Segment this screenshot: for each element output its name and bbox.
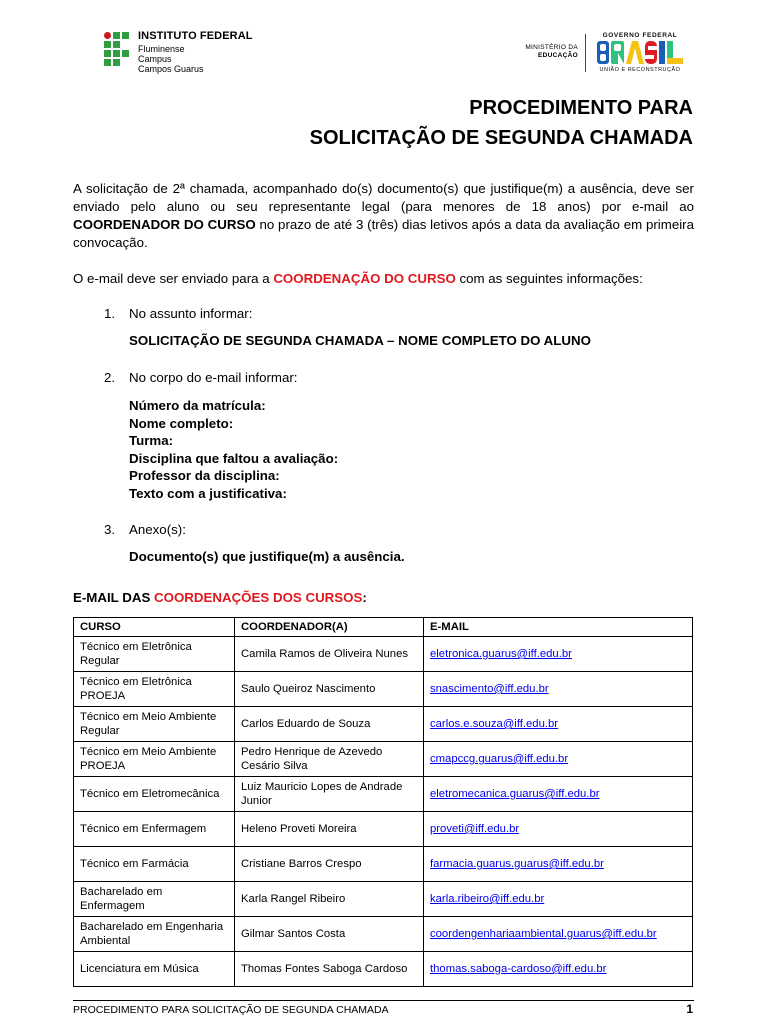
intro-text-start: A solicitação de 2ª chamada, acompanhado do(s) documento(s) que justifique(m) a ausência, deve ser enviado pelo aluno ou seu representante legal (para menores de 18 anos) por e-mail ao [73, 181, 694, 214]
table-row [74, 672, 693, 707]
email-cell [424, 952, 693, 987]
step-1-number: 1. [104, 306, 116, 321]
coordinator-cell: Cristiane Barros Crespo [235, 847, 424, 882]
coordinator-cell: Carlos Eduardo de Souza [235, 707, 424, 742]
email-cell [424, 707, 693, 742]
intro-paragraph [73, 180, 694, 252]
email-link[interactable]: snascimento@iff.edu.br [430, 683, 549, 695]
course-cell: Técnico em Meio Ambiente PROEJA [74, 742, 235, 777]
page-number: 1 [686, 1002, 693, 1016]
step-2-number: 2. [104, 370, 116, 385]
government-top-label: GOVERNO FEDERAL [602, 32, 678, 39]
ministry-label [516, 44, 578, 60]
course-cell: Técnico em Enfermagem [74, 812, 235, 847]
government-bottom-label: UNIÃO E RECONSTRUÇÃO [599, 67, 681, 73]
coordinators-table [73, 617, 693, 987]
institute-line-fluminense: Fluminense [138, 44, 185, 54]
table-row [74, 917, 693, 952]
institute-logo-icon [104, 32, 130, 70]
table-row [74, 882, 693, 917]
table-row [74, 777, 693, 812]
course-cell: Técnico em Farmácia [74, 847, 235, 882]
course-cell: Técnico em Meio Ambiente Regular [74, 707, 235, 742]
government-logo [594, 32, 686, 76]
table-header-row [74, 618, 693, 637]
institute-logo [104, 30, 304, 74]
document-title [193, 93, 693, 153]
email-instruction-start: O e-mail deve ser enviado para a [73, 271, 274, 286]
intro-text-end: no prazo de até 3 (três) dias letivos após a data da avaliação em primeira convocação. [73, 217, 694, 250]
table-row [74, 812, 693, 847]
institute-line-campus: Campus [138, 54, 172, 64]
email-cell [424, 882, 693, 917]
email-link[interactable]: eletronica.guarus@iff.edu.br [430, 648, 572, 660]
coordinator-cell: Camila Ramos de Oliveira Nunes [235, 637, 424, 672]
step-2-label: No corpo do e-mail informar: [129, 370, 298, 385]
header-course: CURSO [74, 618, 235, 637]
ministry-line-2: EDUCAÇÃO [538, 52, 578, 59]
course-cell: Técnico em Eletromecânica [74, 777, 235, 812]
table-row [74, 847, 693, 882]
footer-divider [73, 1000, 694, 1001]
step-1-detail: SOLICITAÇÃO DE SEGUNDA CHAMADA – NOME COMPLETO DO ALUNO [129, 333, 591, 348]
step-3-number: 3. [104, 522, 116, 537]
field-registration-number: Número da matrícula: [129, 398, 266, 413]
coordinator-cell: Heleno Proveti Moreira [235, 812, 424, 847]
email-link[interactable]: eletromecanica.guarus@iff.edu.br [430, 788, 600, 800]
coordinator-cell: Karla Rangel Ribeiro [235, 882, 424, 917]
field-missed-subject: Disciplina que faltou a avaliação: [129, 450, 339, 466]
field-justification-text: Texto com a justificativa: [129, 486, 287, 501]
email-link[interactable]: thomas.saboga-cardoso@iff.edu.br [430, 963, 607, 975]
field-class: Turma: [129, 433, 174, 449]
email-cell [424, 637, 693, 672]
table-row [74, 707, 693, 742]
section-title-highlight: COORDENAÇÕES DOS CURSOS [154, 590, 363, 605]
field-subject-teacher: Professor da disciplina: [129, 468, 280, 484]
coordinator-cell: Luiz Mauricio Lopes de Andrade Junior [235, 777, 424, 812]
course-cell: Bacharelado em Engenharia Ambiental [74, 917, 235, 952]
email-cell [424, 672, 693, 707]
coordinator-cell: Pedro Henrique de Azevedo Cesário Silva [235, 742, 424, 777]
coordinator-cell: Gilmar Santos Costa [235, 917, 424, 952]
institute-line-campus-name: Campos Guarus [138, 64, 204, 74]
table-row [74, 637, 693, 672]
email-link[interactable]: carlos.e.souza@iff.edu.br [430, 718, 559, 730]
table-row [74, 952, 693, 987]
course-cell: Técnico em Eletrônica Regular [74, 637, 235, 672]
email-instruction [73, 270, 694, 288]
email-link[interactable]: cmapccg.guarus@iff.edu.br [430, 753, 569, 765]
email-cell [424, 812, 693, 847]
email-link[interactable]: karla.ribeiro@iff.edu.br [430, 893, 545, 905]
email-link[interactable]: proveti@iff.edu.br [430, 823, 520, 835]
title-line-2: SOLICITAÇÃO DE SEGUNDA CHAMADA [309, 127, 693, 149]
header-email: E-MAIL [424, 618, 693, 637]
email-cell [424, 917, 693, 952]
course-cell: Bacharelado em Enfermagem [74, 882, 235, 917]
course-cell: Licenciatura em Música [74, 952, 235, 987]
email-link[interactable]: coordengenhariaambiental.guarus@iff.edu.br [430, 928, 657, 940]
course-cell: Técnico em Eletrônica PROEJA [74, 672, 235, 707]
section-title-suffix: : [362, 590, 367, 605]
brasil-wordmark [596, 40, 684, 65]
step-3-detail: Documento(s) que justifique(m) a ausência. [129, 549, 405, 564]
header-divider [585, 34, 586, 72]
footer-title: PROCEDIMENTO PARA SOLICITAÇÃO DE SEGUNDA CHAMADA [73, 1004, 389, 1016]
table-row [74, 742, 693, 777]
email-instruction-end: com as seguintes informações: [455, 271, 643, 286]
coordinator-cell: Thomas Fontes Saboga Cardoso [235, 952, 424, 987]
email-link[interactable]: farmacia.guarus.guarus@iff.edu.br [430, 858, 604, 870]
section-title-prefix: E-MAIL DAS [73, 590, 155, 605]
title-line-1: PROCEDIMENTO PARA [469, 97, 693, 119]
ministry-line-1: MINISTÉRIO DA [525, 44, 578, 51]
step-3-label: Anexo(s): [129, 522, 186, 537]
header-coordinator: COORDENADOR(A) [235, 618, 424, 637]
coordinator-cell: Saulo Queiroz Nascimento [235, 672, 424, 707]
section-title [73, 590, 367, 605]
field-full-name: Nome completo: [129, 415, 234, 431]
institute-name: INSTITUTO FEDERAL [138, 30, 253, 42]
email-cell [424, 847, 693, 882]
intro-coordinator-emphasis: COORDENADOR DO CURSO [73, 217, 256, 232]
email-cell [424, 742, 693, 777]
email-cell [424, 777, 693, 812]
step-1-label: No assunto informar: [129, 306, 253, 321]
email-instruction-highlight: COORDENAÇÃO DO CURSO [273, 271, 456, 286]
